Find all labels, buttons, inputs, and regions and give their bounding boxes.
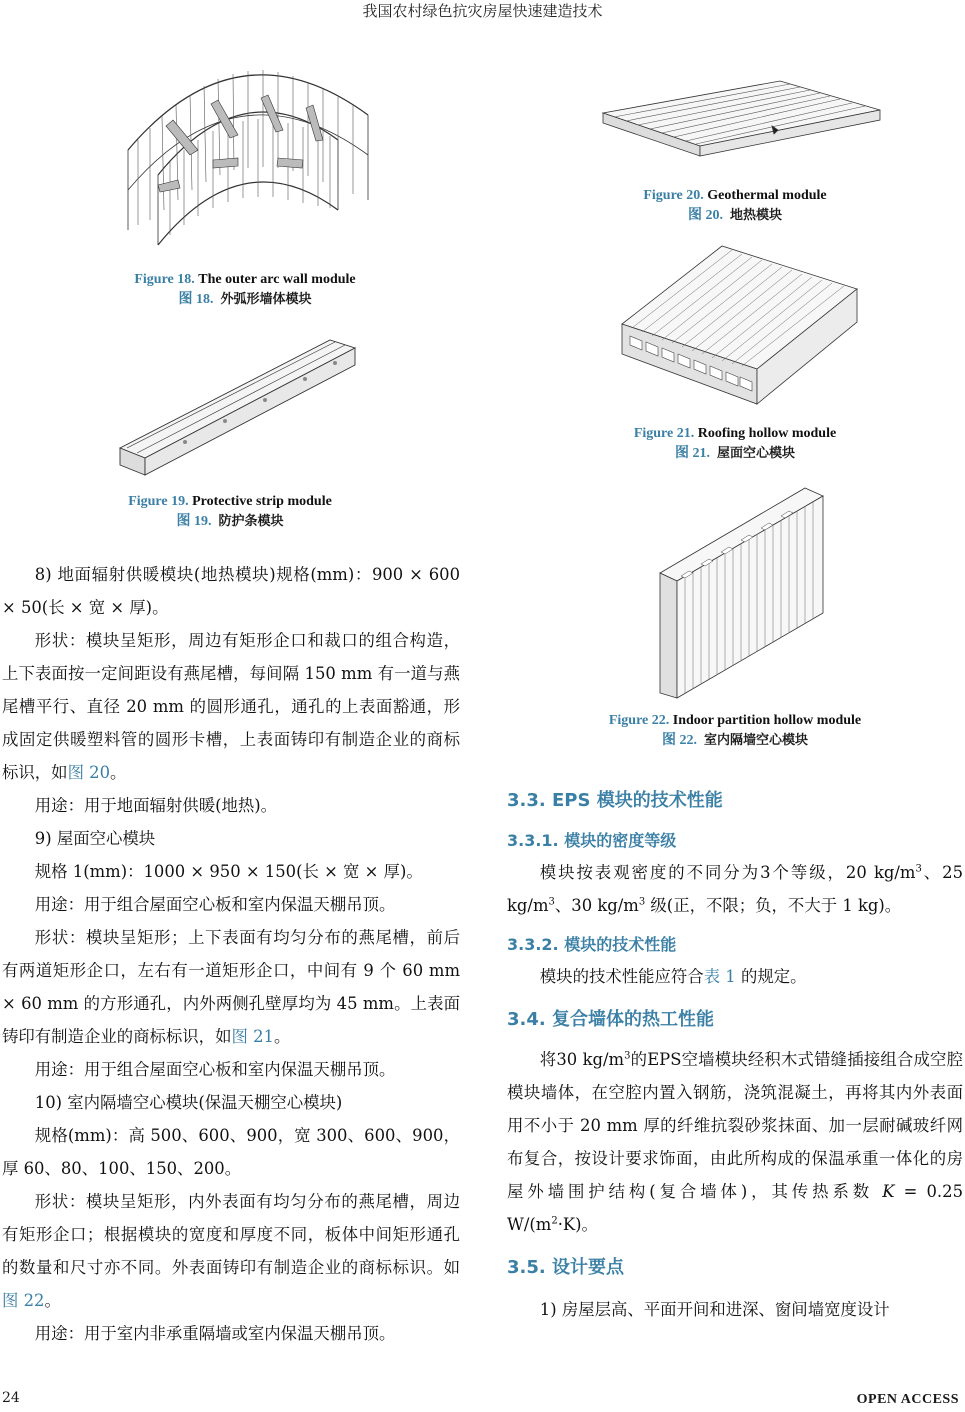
item-9-shape bbox=[2, 921, 460, 1053]
right-column bbox=[507, 784, 963, 1326]
figure-18-number: Figure 18. bbox=[134, 272, 195, 287]
figure-22-caption bbox=[550, 711, 920, 751]
section-3-4-heading: 3.4. 复合墙体的热工性能 bbox=[507, 1009, 714, 1030]
item-8-shape-text: 形状：模块呈矩形，周边有矩形企口和裁口的组合构造，上下表面按一定间距设有燕尾槽，每间隔 150 mm 有一道与燕尾槽平行、直径 20 mm 的圆形通孔，通孔的上表面豁通，形成固定供暖塑料管的圆形卡槽，上表面铸印有制造企业的商标标识，如 bbox=[2, 631, 460, 782]
figure-20-cn-title: 地热模块 bbox=[729, 208, 782, 223]
figure-18-cn-title: 外弧形墙体模块 bbox=[220, 292, 312, 307]
figure-22-link[interactable]: 图 22 bbox=[2, 1291, 45, 1310]
section-3-3-1-heading: 3.3.1. 模块的密度等级 bbox=[507, 831, 677, 850]
figure-19-number: Figure 19. bbox=[128, 494, 189, 509]
item-10-shape-end: 。 bbox=[44, 1291, 61, 1310]
figure-19-caption bbox=[45, 492, 415, 532]
thermal-k-symbol: K bbox=[882, 1182, 895, 1201]
section-3-5-heading: 3.5. 设计要点 bbox=[507, 1257, 624, 1278]
density-text-4: 级(正，不限；负，不大于 1 kg)。 bbox=[645, 896, 902, 915]
thermal-sup-1: 3 bbox=[624, 1050, 631, 1062]
figure-20-title: Geothermal module bbox=[707, 188, 827, 203]
figure-20-caption bbox=[550, 186, 920, 226]
figure-21-link[interactable]: 图 21 bbox=[231, 1027, 274, 1046]
figure-20-link[interactable]: 图 20 bbox=[67, 763, 111, 782]
item-9-shape-text: 形状：模块呈矩形；上下表面有均匀分布的燕尾槽，前后有两道矩形企口，左右有一道矩形企口，中间有 9 个 60 mm × 60 mm 的方形通孔，内外两侧孔壁厚均为 45 mm。上表面铸印有制造企业的商标标识，如 bbox=[2, 928, 460, 1046]
tech-text-2: 的规定。 bbox=[735, 967, 807, 986]
item-9-use-2: 用途：用于组合屋面空心板和室内保温天棚吊顶。 bbox=[34, 1060, 396, 1079]
item-8-spec: 8) 地面辐射供暖模块(地热模块)规格(mm)：900 × 600 × 50(长 × 宽 × 厚)。 bbox=[2, 565, 460, 617]
section-3-3-heading: 3.3. EPS 模块的技术性能 bbox=[507, 790, 723, 811]
figure-21-number: Figure 21. bbox=[633, 426, 695, 441]
item-10-shape bbox=[2, 1185, 460, 1317]
item-10-shape-text: 形状：模块呈矩形，内外表面有均匀分布的燕尾槽，周边有矩形企口；根据模块的宽度和厚度不同，板体中间矩形通孔的数量和尺寸亦不同。外表面铸印有制造企业的商标标识。如 bbox=[2, 1192, 460, 1277]
thermal-sup-2: 2 bbox=[551, 1215, 558, 1227]
density-sup-2: 3 bbox=[548, 896, 555, 908]
thermal-performance-text bbox=[507, 1043, 963, 1241]
density-grade-text bbox=[507, 856, 963, 922]
design-point-1: 1) 房屋层高、平面开间和进深、窗间墙宽度设计 bbox=[539, 1300, 890, 1319]
open-access-label: OPEN ACCESS bbox=[856, 1392, 959, 1407]
section-3-3-2-heading: 3.3.2. 模块的技术性能 bbox=[507, 935, 677, 954]
figure-22-image bbox=[655, 478, 827, 700]
density-sup-3: 3 bbox=[638, 896, 646, 908]
figure-20-cn-number: 图 20. bbox=[687, 208, 723, 223]
figure-21-image bbox=[612, 244, 862, 416]
figure-18-cn-number: 图 18. bbox=[178, 292, 214, 307]
figure-21-title: Roofing hollow module bbox=[697, 426, 837, 441]
item-10-title: 10) 室内隔墙空心模块(保温天棚空心模块) bbox=[34, 1093, 343, 1112]
figure-22-cn-number: 图 22. bbox=[661, 733, 697, 748]
tech-text-1: 模块的技术性能应符合 bbox=[539, 967, 704, 986]
density-text-1: 模块按表观密度的不同分为3个等级，20 kg/m bbox=[539, 863, 916, 882]
figure-21-cn-title: 屋面空心模块 bbox=[716, 446, 795, 461]
density-text-2: 、25 kg/m bbox=[507, 863, 964, 915]
page-header: 我国农村绿色抗灾房屋快速建造技术 bbox=[362, 2, 603, 20]
page-number: 24 bbox=[2, 1390, 20, 1406]
figure-19-title: Protective strip module bbox=[192, 494, 332, 509]
item-8-shape-end: 。 bbox=[110, 763, 127, 782]
figure-21-cn-number: 图 21. bbox=[674, 446, 710, 461]
item-9-shape-end: 。 bbox=[273, 1027, 291, 1046]
tech-performance-text bbox=[507, 960, 963, 993]
figure-22-title: Indoor partition hollow module bbox=[672, 713, 862, 728]
item-9-use-1: 用途：用于组合屋面空心板和室内保温天棚吊顶。 bbox=[34, 895, 396, 914]
figure-18-caption bbox=[60, 270, 430, 310]
density-text-3: 、30 kg/m bbox=[554, 896, 639, 915]
item-8-shape bbox=[2, 624, 460, 789]
figure-22-number: Figure 22. bbox=[608, 713, 670, 728]
item-10-spec: 规格(mm)：高 500、600、900，宽 300、600、900，厚 60、80、100、150、200。 bbox=[2, 1126, 460, 1178]
figure-19-image bbox=[115, 330, 365, 480]
thermal-text-1: 将30 kg/m bbox=[539, 1050, 625, 1069]
figure-19-cn-number: 图 19. bbox=[176, 514, 212, 529]
figure-21-caption bbox=[550, 424, 920, 464]
figure-18-image bbox=[118, 30, 378, 260]
item-9-spec: 规格 1(mm)：1000 × 950 × 150(长 × 宽 × 厚)。 bbox=[34, 862, 423, 881]
thermal-text-3: = 0.25 W/(m bbox=[507, 1182, 963, 1234]
figure-22-cn-title: 室内隔墙空心模块 bbox=[703, 733, 808, 748]
thermal-text-2: 的EPS空墙模块经积木式错缝插接组合成空腔模块墙体，在空腔内置入钢筋，浇筑混凝土，再将其内外表面用不小于 20 mm 厚的纤维抗裂砂浆抹面、加一层耐碱玻纤网布复合，按设计要求饰面，由此所构成的保温承重一体化的房屋外墙围护结构(复合墙体)，其传热系数 bbox=[507, 1050, 963, 1201]
table-1-link[interactable]: 表 1 bbox=[703, 967, 736, 986]
thermal-text-4: ·K)。 bbox=[557, 1215, 598, 1234]
figure-18-title: The outer arc wall module bbox=[198, 272, 356, 287]
left-column bbox=[2, 558, 460, 1350]
figure-19-cn-title: 防护条模块 bbox=[218, 514, 284, 529]
item-10-use: 用途：用于室内非承重隔墙或室内保温天棚吊顶。 bbox=[34, 1324, 396, 1343]
figure-20-number: Figure 20. bbox=[643, 188, 704, 203]
figure-20-image bbox=[600, 78, 882, 178]
item-9-title: 9) 屋面空心模块 bbox=[34, 829, 156, 848]
density-sup-1: 3 bbox=[915, 863, 922, 875]
item-8-use: 用途：用于地面辐射供暖(地热)。 bbox=[34, 796, 278, 815]
